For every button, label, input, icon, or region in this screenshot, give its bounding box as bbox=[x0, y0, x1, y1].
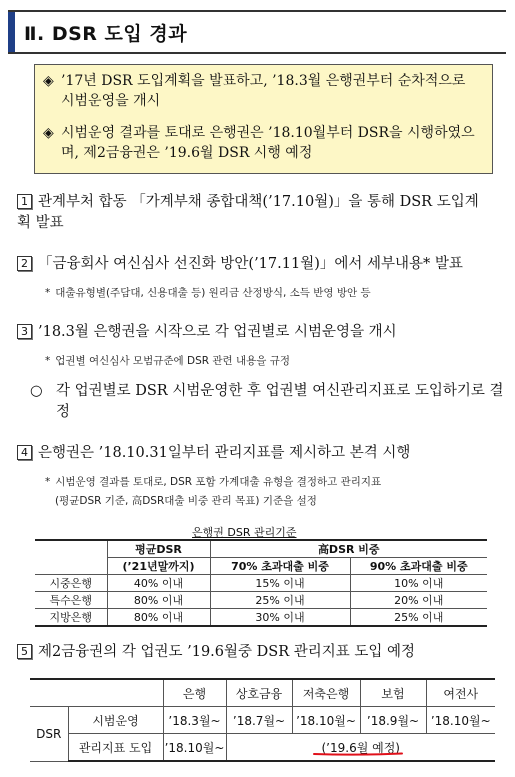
section-number-box: 3 bbox=[17, 324, 32, 339]
cell-70: 15% 이내 bbox=[210, 575, 350, 592]
col-header: 여전사 bbox=[426, 679, 495, 707]
header-avg-dsr: 평균DSR bbox=[107, 540, 210, 558]
note-4 bbox=[45, 473, 381, 511]
page-title: Ⅱ. DSR 도입 경과 bbox=[24, 23, 188, 45]
section-5 bbox=[17, 642, 415, 663]
row-label: 시중은행 bbox=[35, 575, 107, 592]
header-high-dsr: 高DSR 비중 bbox=[210, 540, 487, 558]
cell: ’18.10월~ bbox=[426, 707, 495, 734]
note-3 bbox=[45, 352, 290, 371]
cell: ’18.9월~ bbox=[360, 707, 426, 734]
dsr-schedule-table bbox=[30, 678, 495, 762]
header-90: 90% 초과대출 비중 bbox=[350, 558, 487, 575]
section-3 bbox=[17, 322, 397, 343]
section-number-box: 4 bbox=[17, 445, 32, 460]
row-group-label: DSR bbox=[30, 707, 68, 762]
section-header bbox=[8, 10, 506, 54]
row-label: 시범운영 bbox=[68, 707, 163, 734]
cell: ’18.10월~ bbox=[292, 707, 360, 734]
table-row bbox=[35, 592, 487, 609]
table-corner bbox=[35, 540, 107, 575]
asterisk-icon: * bbox=[45, 355, 51, 367]
summary-text-1: ’17년 DSR 도입계획을 발표하고, ’18.3월 은행권부터 순차적으로 시범운영을 개시 bbox=[61, 73, 466, 109]
header-accent-bar bbox=[8, 12, 15, 52]
diamond-bullet-icon: ◈ bbox=[43, 73, 54, 89]
cell-avg: 40% 이내 bbox=[107, 575, 210, 592]
section-4 bbox=[17, 443, 410, 464]
note-text: 시범운영 결과를 토대로, DSR 포함 가계대출 유형을 결정하고 관리지표 bbox=[55, 476, 382, 488]
cell-70: 25% 이내 bbox=[210, 592, 350, 609]
section-number-box: 5 bbox=[17, 644, 32, 659]
cell-avg: 80% 이내 bbox=[107, 609, 210, 627]
section-number-box: 2 bbox=[17, 256, 32, 271]
note-2 bbox=[45, 284, 371, 303]
note-text: 대출유형별(주담대, 신용대출 등) 원리금 산정방식, 소득 반영 방안 등 bbox=[55, 287, 371, 299]
table-title: 은행권 DSR 관리기준 bbox=[192, 526, 297, 539]
section-text: 「금융회사 여신심사 선진화 방안(’17.11월)」에서 세부내용* 발표 bbox=[38, 256, 463, 272]
bank-dsr-criteria-table bbox=[35, 539, 487, 627]
bullet-text: 각 업권별로 DSR 시범운영한 후 업권별 여신관리지표로 도입하기로 결정 bbox=[56, 383, 504, 420]
summary-box bbox=[34, 64, 493, 174]
row-label: 지방은행 bbox=[35, 609, 107, 627]
table-row bbox=[35, 609, 487, 627]
table-corner bbox=[30, 679, 163, 707]
cell-90: 25% 이내 bbox=[350, 609, 487, 627]
section-1 bbox=[17, 192, 492, 234]
section-number-box: 1 bbox=[17, 194, 32, 209]
cell: ’18.3월~ bbox=[163, 707, 226, 734]
col-header: 저축은행 bbox=[292, 679, 360, 707]
asterisk-icon: * bbox=[45, 476, 51, 488]
summary-text-2: 시범운영 결과를 토대로 은행권은 ’18.10월부터 DSR을 시행하였으며, 제2금융권은 ’19.6월 DSR 시행 예정 bbox=[61, 125, 475, 161]
table-row bbox=[30, 734, 495, 762]
col-header: 보험 bbox=[360, 679, 426, 707]
cell-avg: 80% 이내 bbox=[107, 592, 210, 609]
table-header-row bbox=[35, 540, 487, 558]
cell-planned: (’19.6월 예정) bbox=[226, 734, 495, 762]
header-70: 70% 초과대출 비중 bbox=[210, 558, 350, 575]
row-label: 특수은행 bbox=[35, 592, 107, 609]
cell-90: 20% 이내 bbox=[350, 592, 487, 609]
table-header-row bbox=[30, 679, 495, 707]
note-text: 업권별 여신심사 모범규준에 DSR 관련 내용을 규정 bbox=[55, 355, 291, 367]
section-text: 관계부처 합동 「가계부채 종합대책(’17.10월)」을 통해 DSR 도입계획 발표 bbox=[17, 194, 479, 231]
col-header: 은행 bbox=[163, 679, 226, 707]
circle-bullet-icon: ○ bbox=[30, 383, 43, 399]
section-text: 제2금융권의 각 업권도 ’19.6월중 DSR 관리지표 도입 예정 bbox=[38, 644, 415, 660]
red-underline-icon bbox=[312, 752, 404, 756]
col-header: 상호금융 bbox=[226, 679, 292, 707]
asterisk-icon: * bbox=[45, 287, 51, 299]
table-row bbox=[35, 575, 487, 592]
row-label: 관리지표 도입 bbox=[68, 734, 163, 762]
section-text: 은행권은 ’18.10.31일부터 관리지표를 제시하고 본격 시행 bbox=[38, 445, 411, 461]
cell: ’18.7월~ bbox=[226, 707, 292, 734]
cell-70: 30% 이내 bbox=[210, 609, 350, 627]
cell-90: 10% 이내 bbox=[350, 575, 487, 592]
diamond-bullet-icon: ◈ bbox=[43, 125, 54, 141]
cell: ’18.10월~ bbox=[163, 734, 226, 762]
note-text-cont: (평균DSR 기준, 高DSR대출 비중 관리 목표) 기준을 설정 bbox=[55, 495, 317, 507]
table-row bbox=[30, 707, 495, 734]
section-text: ’18.3월 은행권을 시작으로 각 업권별로 시범운영을 개시 bbox=[38, 324, 397, 340]
section-2 bbox=[17, 254, 463, 275]
header-avg-dsr-sub: (’21년말까지) bbox=[107, 558, 210, 575]
